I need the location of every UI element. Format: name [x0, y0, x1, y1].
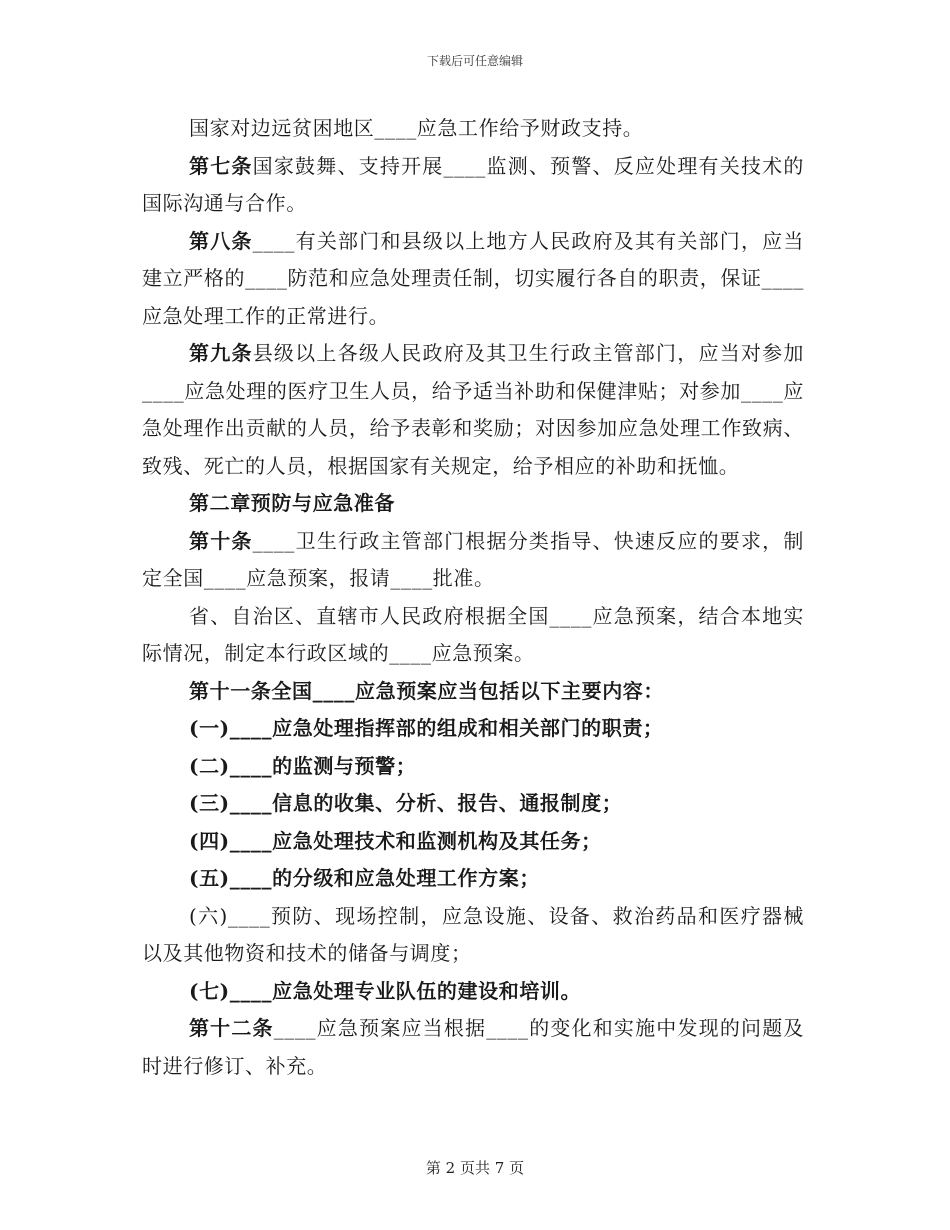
article-8: [142, 223, 804, 336]
item-3: (三)____信息的收集、分析、报告、通报制度；: [189, 791, 623, 815]
paragraph-text: 国家对边远贫困地区____应急工作给予财政支持。: [189, 116, 644, 140]
article-10: [142, 523, 804, 598]
page-footer: 第 2 页共 7 页: [425, 1159, 525, 1177]
article-11: 第十一条全国____应急预案应当包括以下主要内容：: [189, 678, 664, 703]
item-1: (一)____应急处理指挥部的组成和相关部门的职责；: [189, 716, 664, 740]
provincial-paragraph: 省、自治区、直辖市人民政府根据全国____应急预案，结合本地实际情况，制定本行政区域的____应急预案。: [142, 603, 804, 665]
article-8-text: ____有关部门和县级以上地方人民政府及其有关部门，应当建立严格的____防范和应急处理责任制，切实履行各自的职责，保证____应急处理工作的正常进行。: [142, 228, 804, 328]
article-9-lead: 第九条: [189, 341, 253, 365]
article-12: [142, 1010, 804, 1085]
article-7-text: 国家鼓舞、支持开展____监测、预警、反应处理有关技术的国际沟通与合作。: [142, 153, 804, 215]
article-12-text: ____应急预案应当根据____的变化和实施中发现的问题及时进行修订、补充。: [142, 1016, 805, 1078]
article-7: [142, 148, 804, 223]
item-2: (二)____的监测与预警；: [189, 753, 417, 778]
document-body: [142, 110, 804, 1085]
article-12-lead: 第十二条: [189, 1016, 274, 1040]
paragraph-1: [142, 110, 804, 148]
item-7: (七)____应急处理专业队伍的建设和培训。: [189, 978, 582, 1003]
item-6: (六)____预防、现场控制，应急设施、设备、救治药品和医疗器械以及其他物资和技术的储备与调度；: [142, 903, 804, 965]
article-10-text: ____卫生行政主管部门根据分类指导、快速反应的要求，制定全国____应急预案，报请____批准。: [142, 528, 804, 590]
article-8-lead: 第八条: [189, 228, 253, 253]
article-7-lead: 第七条: [189, 153, 253, 178]
item-5: (五)____的分级和应急处理工作方案；: [189, 866, 540, 890]
article-10-lead: 第十条: [189, 528, 253, 553]
article-9: [142, 335, 804, 485]
page-header: 下载后可任意编辑: [426, 54, 523, 68]
item-4: (四)____应急处理技术和监测机构及其任务；: [189, 828, 602, 853]
chapter-2-heading: 第二章预防与应急准备: [189, 491, 395, 515]
article-9-text: 县级以上各级人民政府及其卫生行政主管部门，应当对参加____应急处理的医疗卫生人员，给予适当补助和保健津贴；对参加____应急处理作出贡献的人员，给予表彰和奖励；对因参加应急处理工作致病、致残、死亡的人员，根据国家有关规定，给予相应的补助和抚恤。: [142, 341, 804, 478]
